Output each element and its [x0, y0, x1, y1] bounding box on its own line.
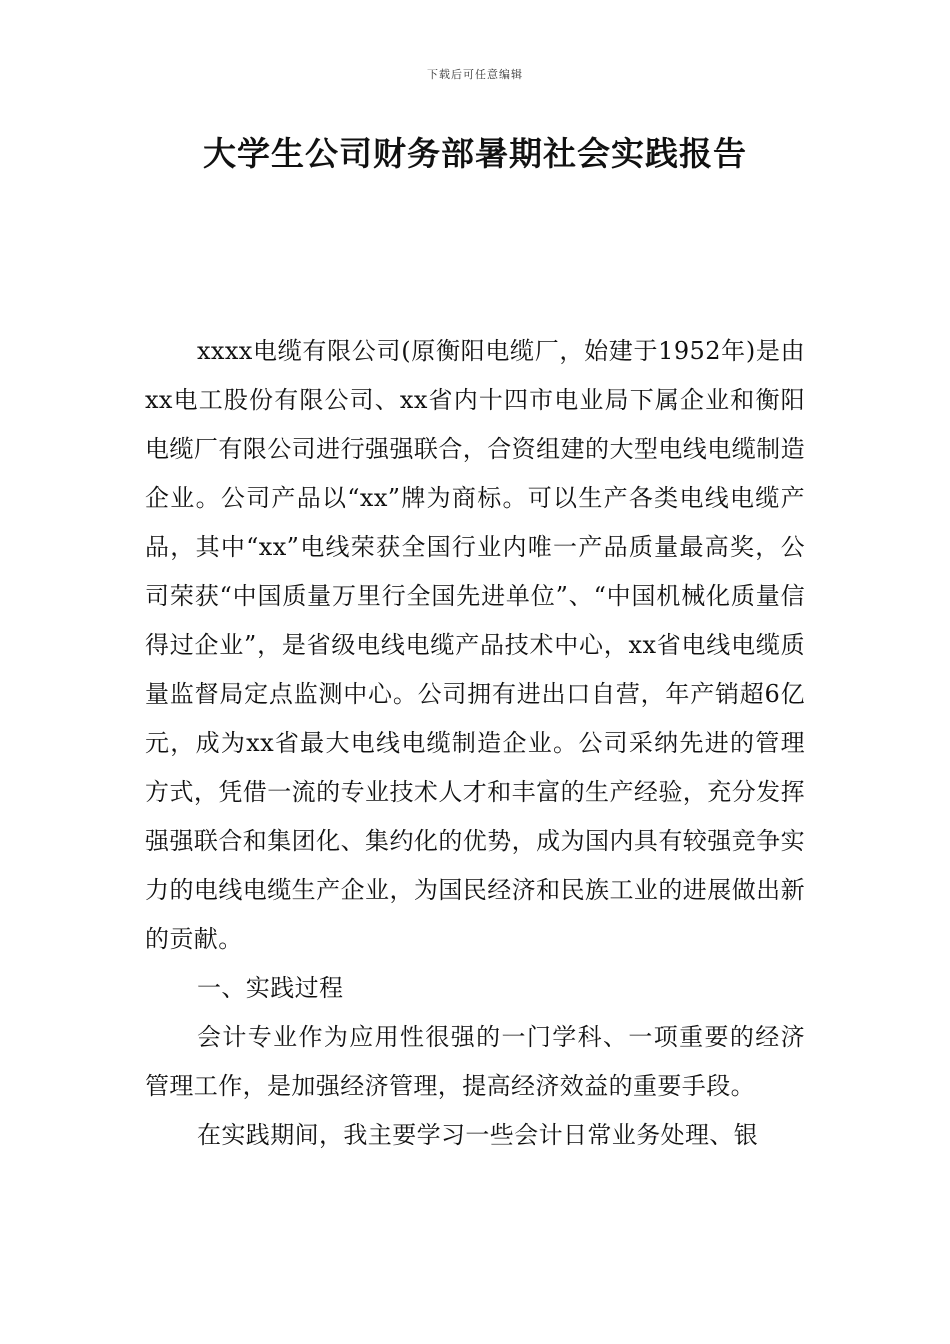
section-heading-practice-process: 一、实践过程	[197, 974, 344, 1002]
document-body	[145, 327, 805, 1160]
header-note: 下载后可任意编辑	[427, 68, 523, 81]
document-title: 大学生公司财务部暑期社会实践报告	[203, 134, 747, 173]
section-paragraph-1: 会计专业作为应用性很强的一门学科、一项重要的经济管理工作，是加强经济管理，提高经济效益的重要手段。	[145, 1023, 805, 1100]
section-paragraph-2: 在实践期间，我主要学习一些会计日常业务处理、银	[197, 1121, 759, 1149]
intro-paragraph: xxxx电缆有限公司(原衡阳电缆厂，始建于1952年)是由xx电工股份有限公司、xx省内十四市电业局下属企业和衡阳电缆厂有限公司进行强强联合，合资组建的大型电线电缆制造企业。公司产品以“xx”牌为商标。可以生产各类电线电缆产品，其中“xx”电线荣获全国行业内唯一产品质量最高奖，公司荣获“中国质量万里行全国先进单位”、“中国机械化质量信得过企业”，是省级电线电缆产品技术中心，xx省电线电缆质量监督局定点监测中心。公司拥有进出口自营，年产销超6亿元，成为xx省最大电线电缆制造企业。公司采纳先进的管理方式，凭借一流的专业技术人才和丰富的生产经验，充分发挥强强联合和集团化、集约化的优势，成为国内具有较强竞争实力的电线电缆生产企业，为国民经济和民族工业的进展做出新的贡献。	[145, 337, 805, 953]
